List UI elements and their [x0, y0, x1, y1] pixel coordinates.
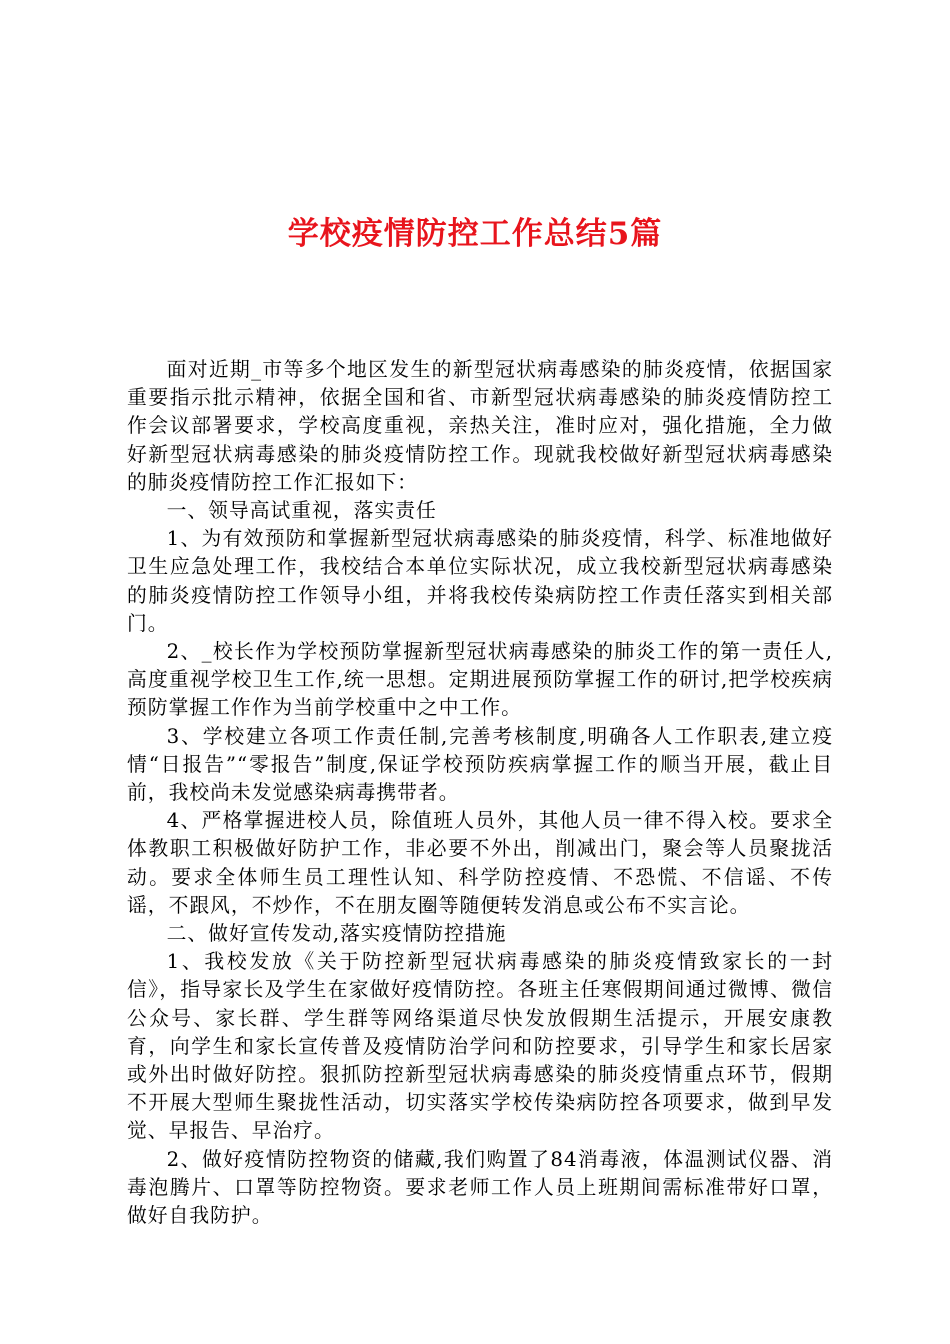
section-heading-1: 一、领导高试重视，落实责任	[166, 499, 437, 523]
paragraph-2-1: 1、我校发放《关于防控新型冠状病毒感染的肺炎疫情致家长的一封信》，指导家长及学生在家做好疫情防控。各班主任寒假期间通过微博、微信公众号、家长群、学生群等网络渠道尽快发放假期生活提示，开展安康教育，向学生和家长宣传普及疫情防治学问和防控要求，引导学生和家长居家或外出时做好防控。狠抓防控新型冠状病毒感染的肺炎疫情重点环节，假期不开展大型师生聚拢性活动，切实落实学校传染病防控各项要求，做到早发觉、早报告、早治疗。	[127, 950, 833, 1143]
paragraph-1-1: 1、为有效预防和掌握新型冠状病毒感染的肺炎疫情，科学、标准地做好卫生应急处理工作，我校结合本单位实际状况，成立我校新型冠状病毒感染的肺炎疫情防控工作领导小组，并将我校传染病防控工作责任落实到相关部门。	[127, 527, 833, 635]
paragraph-1-3: 3、学校建立各项工作责任制,完善考核制度,明确各人工作职表,建立疫情“日报告”“零报告”制度,保证学校预防疾病掌握工作的顺当开展，截止目前，我校尚未发觉感染病毒携带者。	[127, 724, 833, 805]
section-heading-2: 二、做好宣传发动,落实疫情防控措施	[166, 922, 507, 946]
paragraph-2-2: 2、做好疫情防控物资的储藏,我们购置了84消毒液，体温测试仪器、消毒泡腾片、口罩等防控物资。要求老师工作人员上班期间需标准带好口罩，做好自我防护。	[127, 1147, 833, 1228]
paragraph-intro: 面对近期_市等多个地区发生的新型冠状病毒感染的肺炎疫情，依据国家重要指示批示精神，依据全国和省、市新型冠状病毒感染的肺炎疫情防控工作会议部署要求，学校高度重视，亲热关注，准时应对，强化措施，全力做好新型冠状病毒感染的肺炎疫情防控工作。现就我校做好新型冠状病毒感染的肺炎疫情防控工作汇报如下：	[127, 358, 833, 494]
paragraph-1-2: 2、_校长作为学校预防掌握新型冠状病毒感染的肺炎工作的第一责任人,高度重视学校卫生工作,统一思想。定期进展预防掌握工作的研讨,把学校疾病预防掌握工作作为当前学校重中之中工作。	[127, 640, 833, 720]
document-body	[127, 356, 833, 1230]
document-title: 学校疫情防控工作总结5篇	[287, 216, 663, 252]
paragraph-1-4: 4、严格掌握进校人员，除值班人员外，其他人员一律不得入校。要求全体教职工积极做好防护工作，非必要不外出，削减出门，聚会等人员聚拢活动。要求全体师生员工理性认知、科学防控疫情、不恐慌、不信谣、不传谣，不跟风，不炒作，不在朋友圈等随便转发消息或公布不实言论。	[127, 809, 833, 917]
